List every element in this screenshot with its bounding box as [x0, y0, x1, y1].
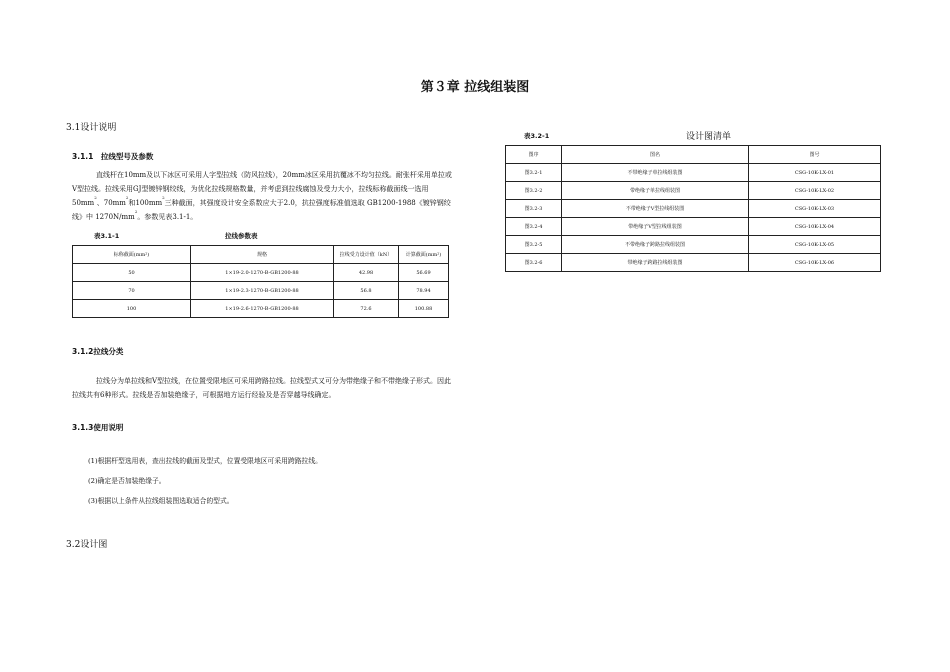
page-title: 第３章 拉线组装图 — [420, 80, 530, 95]
table-cell: 100 — [73, 300, 191, 318]
table-cell: CSG-10K-LX-04 — [749, 218, 881, 236]
table-cell: 50 — [73, 264, 191, 282]
table-row — [73, 282, 449, 300]
table-cell: CSG-10K-LX-03 — [749, 200, 881, 218]
table-row — [506, 218, 881, 236]
table-header-cell: 图序 — [506, 146, 562, 164]
list-item: (2)确定是否加装绝缘子。 — [88, 477, 166, 485]
drawing-list-table — [505, 145, 881, 272]
table-cell: 1×19-2.6-1270-B-GB1200-88 — [191, 300, 334, 318]
usage-list — [88, 451, 322, 511]
table-cell: CSG-10K-LX-05 — [749, 236, 881, 254]
table-cell: 图3.2-6 — [506, 254, 562, 272]
table-row — [506, 200, 881, 218]
table-row — [73, 264, 449, 282]
table-row — [506, 164, 881, 182]
table-cell: 图3.2-2 — [506, 182, 562, 200]
table-cell: 1×19-2.3-1270-B-GB1200-88 — [191, 282, 334, 300]
section-heading-design-notes: 3.1设计说明 — [66, 123, 117, 133]
table-header-cell: 图名 — [562, 146, 749, 164]
table-cell: 72.6 — [334, 300, 399, 318]
table-row — [506, 236, 881, 254]
table-cell: 56.69 — [399, 264, 449, 282]
table-cell: 1×19-2.0-1270-B-GB1200-88 — [191, 264, 334, 282]
table-cell: 70 — [73, 282, 191, 300]
table-header-cell: 图号 — [749, 146, 881, 164]
table-header-row — [506, 146, 881, 164]
table-header-cell: 规格 — [191, 246, 334, 264]
table-cell: 带绝缘子跨路拉线组装图 — [562, 254, 749, 272]
table-cell: 78.94 — [399, 282, 449, 300]
table-label: 表3.1-1 — [94, 232, 120, 240]
paragraph-types-params — [72, 168, 454, 224]
table-cell: CSG-10K-LX-01 — [749, 164, 881, 182]
table-cell: 图3.2-1 — [506, 164, 562, 182]
table-row — [73, 300, 449, 318]
paragraph-text: 拉线分为单拉线和V型拉线，在位置受限地区可采用跨路拉线。拉线型式又可分为带绝缘子和不带绝缘子形式。因此拉线共有6种形式。拉线是否加装绝缘子，可根据地方运行经验及是否穿越导线确定。 — [72, 377, 452, 399]
table-row — [506, 254, 881, 272]
table-cell: 带绝缘子V型拉线组装图 — [562, 218, 749, 236]
table-cell: 不带绝缘子跨路拉线组装图 — [562, 236, 749, 254]
table-cell: 图3.2-4 — [506, 218, 562, 236]
table-header-row — [73, 246, 449, 264]
table-cell: CSG-10K-LX-02 — [749, 182, 881, 200]
table-cell: 100.88 — [399, 300, 449, 318]
drawing-list-title: 设计图清单 — [686, 132, 732, 142]
subsection-heading-classification: 3.1.2拉线分类 — [72, 347, 124, 356]
table-header-cell: 计算截面(mm²) — [399, 246, 449, 264]
paragraph-text: 直线杆在10mm及以下冰区可采用人字型拉线（防风拉线），20mm冰区采用抗覆冰不均匀拉线。耐张杆采用单拉或V型拉线。拉线采用GJ型镀锌钢绞线，为优化拉线规格数量，并考虑到拉线腐蚀及受力大小，拉线标称截面线一选用$50mm^2$、$70mm^2$和$100mm^2$三种截面，其强度设计安全系数应大于2.0，抗拉强度标准值选取 GB1200-1988《镀锌钢绞线》中 $1270N/mm^2$。参数见表3.1-1。 — [72, 171, 452, 221]
table-cell: 42.98 — [334, 264, 399, 282]
parameter-table — [72, 245, 449, 318]
paragraph-classification — [72, 374, 454, 402]
table-cell: 不带绝缘子单拉线组装图 — [562, 164, 749, 182]
subsection-heading-types-params: 3.1.1 拉线型号及参数 — [72, 152, 154, 161]
section-heading-design-drawings: 3.2设计图 — [66, 540, 108, 550]
drawing-list-label: 表3.2-1 — [524, 132, 550, 140]
list-item: (1)根据杆型选用表，查出拉线的截面及型式，位置受限地区可采用跨路拉线。 — [88, 457, 322, 465]
list-item: (3)根据以上条件从拉线组装图选取适合的型式。 — [88, 497, 234, 505]
table-row — [506, 182, 881, 200]
table-cell: 图3.2-5 — [506, 236, 562, 254]
table-header-cell: 标称截面(mm²) — [73, 246, 191, 264]
table-cell: 56.8 — [334, 282, 399, 300]
subsection-heading-usage: 3.1.3使用说明 — [72, 423, 124, 432]
table-title: 拉线参数表 — [225, 232, 258, 240]
table-cell: CSG-10K-LX-06 — [749, 254, 881, 272]
table-cell: 带绝缘子单拉线组装图 — [562, 182, 749, 200]
table-header-cell: 拉线受力设计值（kN） — [334, 246, 399, 264]
table-cell: 图3.2-3 — [506, 200, 562, 218]
table-cell: 不带绝缘子V型拉线组装图 — [562, 200, 749, 218]
